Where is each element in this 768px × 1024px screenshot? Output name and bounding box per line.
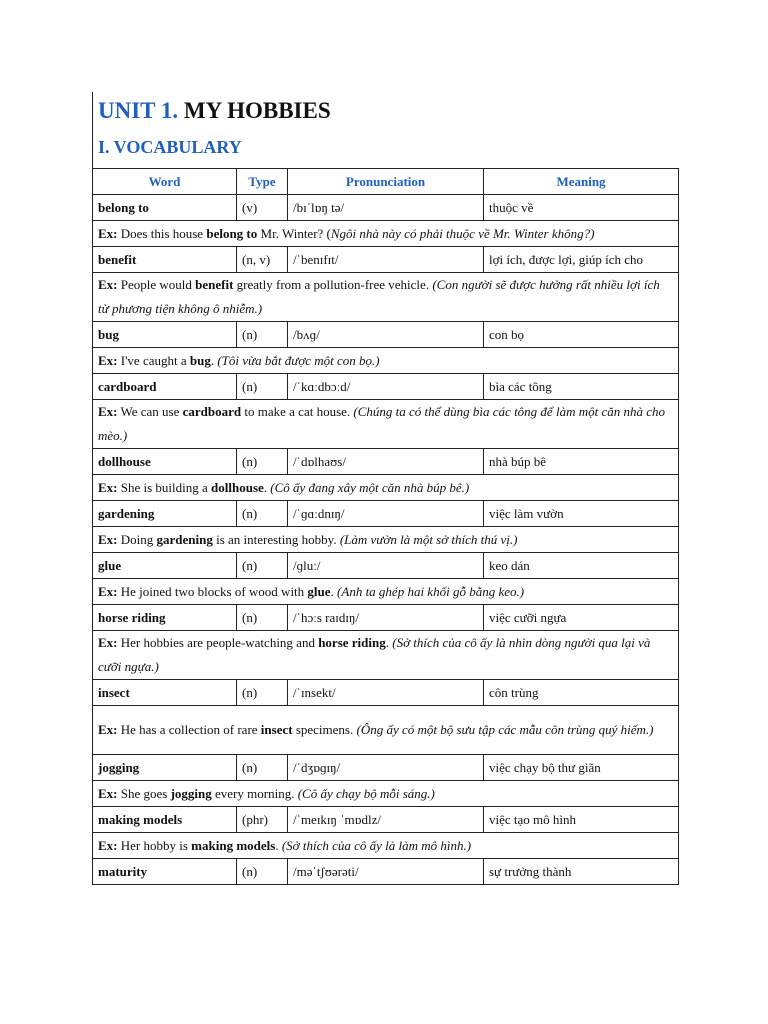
vocab-word: benefit <box>93 247 237 273</box>
vocab-pronunciation: /bɪˈlɒŋ tə/ <box>288 195 484 221</box>
example-pre: Doing <box>120 531 157 547</box>
example-post: Mr. Winter? ( <box>257 225 331 241</box>
example-sentence <box>93 221 679 247</box>
example-pre: We can use <box>120 404 183 419</box>
example-pre: He has a collection of rare <box>120 722 261 737</box>
col-header-word: Word <box>93 169 237 195</box>
example-pre: Her hobby is <box>120 837 192 853</box>
col-header-type: Type <box>237 169 288 195</box>
unit-number: UNIT 1. <box>98 98 179 123</box>
example-row <box>93 631 679 680</box>
vocab-pronunciation: /ˈdɒlhaʊs/ <box>288 449 484 475</box>
example-label: Ex: <box>98 583 118 599</box>
example-label: Ex: <box>98 722 118 737</box>
vocab-row <box>93 322 679 348</box>
example-pre: He joined two blocks of wood with <box>120 583 308 599</box>
vocab-meaning: việc chạy bộ thư giãn <box>484 755 679 781</box>
table-header-row <box>93 169 679 195</box>
vocab-row <box>93 859 679 885</box>
vocab-type: (n) <box>237 449 288 475</box>
vocab-word: glue <box>93 553 237 579</box>
vocab-meaning: việc làm vườn <box>484 501 679 527</box>
example-translation: (Anh ta ghép hai khối gỗ bằng keo.) <box>337 583 525 599</box>
document-page <box>92 90 678 885</box>
vocab-meaning: nhà búp bê <box>484 449 679 475</box>
example-sentence <box>93 475 679 501</box>
example-keyword: dollhouse <box>211 479 264 495</box>
example-sentence <box>93 348 679 374</box>
example-row <box>93 579 679 605</box>
example-translation: (Con người sẽ được hưởng rất nhiều lợi ích từ phương tiện không ô nhiễm.) <box>98 277 660 316</box>
vocab-type: (n) <box>237 755 288 781</box>
vocab-type: (phr) <box>237 807 288 833</box>
example-label: Ex: <box>98 404 118 419</box>
vocab-row <box>93 449 679 475</box>
vocab-pronunciation: /ˈhɔːs raɪdɪŋ/ <box>288 605 484 631</box>
example-post: . <box>275 837 282 853</box>
vocab-row <box>93 807 679 833</box>
example-label: Ex: <box>98 785 118 801</box>
vocab-type: (n) <box>237 501 288 527</box>
vocab-word: bug <box>93 322 237 348</box>
example-post: . <box>385 635 393 650</box>
example-label: Ex: <box>98 635 118 650</box>
example-post: to make a cat house. <box>241 404 354 419</box>
example-sentence <box>93 706 679 755</box>
vocabulary-table <box>92 168 679 885</box>
example-keyword: gardening <box>156 531 213 547</box>
example-sentence <box>93 631 679 680</box>
vocab-pronunciation: /ˈmeɪkɪŋ ˈmɒdlz/ <box>288 807 484 833</box>
vocab-type: (n) <box>237 374 288 400</box>
example-label: Ex: <box>98 531 118 547</box>
vocab-type: (n) <box>237 680 288 706</box>
example-row <box>93 221 679 247</box>
vocab-type: (v) <box>237 195 288 221</box>
example-translation: (Cô ấy đang xây một căn nhà búp bê.) <box>270 479 470 495</box>
example-row <box>93 833 679 859</box>
example-sentence <box>93 579 679 605</box>
vocab-word: horse riding <box>93 605 237 631</box>
example-label: Ex: <box>98 479 118 495</box>
vocab-row <box>93 374 679 400</box>
example-post: . <box>330 583 338 599</box>
example-sentence <box>93 527 679 553</box>
example-keyword: cardboard <box>182 404 242 419</box>
vocabulary-rows <box>93 195 679 885</box>
example-post: . <box>210 352 218 368</box>
example-row <box>93 348 679 374</box>
example-keyword: belong to <box>206 225 258 241</box>
col-header-meaning: Meaning <box>484 169 679 195</box>
example-label: Ex: <box>98 837 118 853</box>
unit-title <box>92 90 678 128</box>
vocab-meaning: sự trưởng thành <box>484 859 679 885</box>
example-label: Ex: <box>98 225 118 241</box>
vocab-word: jogging <box>93 755 237 781</box>
vocab-meaning: bìa các tông <box>484 374 679 400</box>
vocab-pronunciation: /bʌɡ/ <box>288 322 484 348</box>
example-pre: She is building a <box>120 479 212 495</box>
vocab-word: dollhouse <box>93 449 237 475</box>
example-pre: She goes <box>120 785 171 801</box>
vocab-row <box>93 247 679 273</box>
vocab-pronunciation: /ˈɡɑːdnɪŋ/ <box>288 501 484 527</box>
example-keyword: insect <box>260 722 293 737</box>
vocab-word: cardboard <box>93 374 237 400</box>
example-pre: Her hobbies are people-watching and <box>120 635 319 650</box>
example-row <box>93 527 679 553</box>
example-pre: I've caught a <box>120 352 190 368</box>
example-keyword: jogging <box>170 785 212 801</box>
example-row <box>93 706 679 755</box>
vocab-meaning: lợi ích, được lợi, giúp ích cho <box>484 247 679 273</box>
vocab-meaning: việc cưỡi ngựa <box>484 605 679 631</box>
example-sentence <box>93 273 679 322</box>
example-translation: (Cô ấy chạy bộ mỗi sáng.) <box>297 785 435 801</box>
vocab-pronunciation: /ˈdʒɒɡɪŋ/ <box>288 755 484 781</box>
example-keyword: bug <box>189 352 211 368</box>
example-translation: (Sở thích của cô ấy là nhìn dòng người qua lại và cưỡi ngựa.) <box>98 635 651 674</box>
example-keyword: making models <box>191 837 276 853</box>
vocab-word: belong to <box>93 195 237 221</box>
example-sentence <box>93 781 679 807</box>
vocab-type: (n) <box>237 553 288 579</box>
vocab-row <box>93 680 679 706</box>
vocab-word: maturity <box>93 859 237 885</box>
unit-name: MY HOBBIES <box>183 98 331 123</box>
example-row <box>93 400 679 449</box>
vocab-word: making models <box>93 807 237 833</box>
col-header-pronunciation: Pronunciation <box>288 169 484 195</box>
example-keyword: glue <box>307 583 331 599</box>
example-sentence <box>93 833 679 859</box>
example-translation: (Làm vườn là một sở thích thú vị.) <box>339 531 518 547</box>
example-translation: (Chúng ta có thể dùng bìa các tông để làm một căn nhà cho mèo.) <box>98 404 665 443</box>
example-sentence <box>93 400 679 449</box>
vocab-word: gardening <box>93 501 237 527</box>
example-post: specimens. <box>292 722 357 737</box>
vocab-pronunciation: /ˈɪnsekt/ <box>288 680 484 706</box>
example-post: . <box>263 479 271 495</box>
section-heading: I. VOCABULARY <box>98 137 242 157</box>
example-post: is an interesting hobby. <box>212 531 340 547</box>
example-row <box>93 475 679 501</box>
example-translation: (Sở thích của cô ấy là làm mô hình.) <box>281 837 472 853</box>
example-row <box>93 273 679 322</box>
example-label: Ex: <box>98 277 118 292</box>
vocab-type: (n) <box>237 322 288 348</box>
example-pre: Does this house <box>120 225 207 241</box>
vocab-meaning: thuộc về <box>484 195 679 221</box>
vocab-row <box>93 755 679 781</box>
vocab-word: insect <box>93 680 237 706</box>
example-translation: (Ông ấy có một bộ sưu tập các mẫu côn trùng quý hiếm.) <box>356 722 654 737</box>
vocab-meaning: việc tạo mô hình <box>484 807 679 833</box>
vocab-meaning: côn trùng <box>484 680 679 706</box>
vocab-row <box>93 501 679 527</box>
vocab-pronunciation: /ˈkɑːdbɔːd/ <box>288 374 484 400</box>
example-pre: People would <box>120 277 196 292</box>
vocab-row <box>93 553 679 579</box>
example-label: Ex: <box>98 352 118 368</box>
example-keyword: benefit <box>195 277 234 292</box>
example-post: every morning. <box>211 785 298 801</box>
example-translation: Ngôi nhà này có phải thuộc về Mr. Winter không?) <box>330 225 595 241</box>
example-keyword: horse riding <box>318 635 386 650</box>
vocab-row <box>93 605 679 631</box>
vocab-pronunciation: /ɡluː/ <box>288 553 484 579</box>
vocab-meaning: keo dán <box>484 553 679 579</box>
vocab-type: (n, v) <box>237 247 288 273</box>
vocab-type: (n) <box>237 859 288 885</box>
example-post: greatly from a pollution-free vehicle. <box>233 277 433 292</box>
vocab-row <box>93 195 679 221</box>
vocab-type: (n) <box>237 605 288 631</box>
vocab-pronunciation: /məˈtʃʊərəti/ <box>288 859 484 885</box>
vocab-pronunciation: /ˈbenɪfɪt/ <box>288 247 484 273</box>
vocab-meaning: con bọ <box>484 322 679 348</box>
example-row <box>93 781 679 807</box>
example-translation: (Tôi vừa bắt được một con bọ.) <box>217 352 380 368</box>
